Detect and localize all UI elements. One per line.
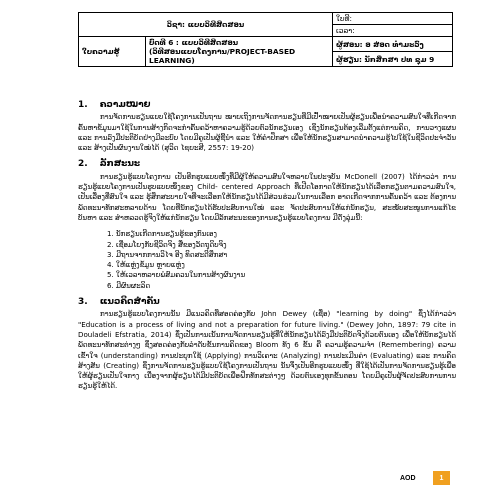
teacher-cell: ຜູ້ສອນ: ອ ສ່ອດ ທຳມະວົງ: [333, 37, 453, 52]
footer-label: AOD: [400, 475, 416, 482]
section-number: 2.: [78, 159, 88, 170]
list-item: 3. ມີຖານຈາກການວິໄຈ ອີງ ທິດສະດີສຶກສາ: [116, 250, 456, 260]
lesson-line-1: ບົດທີ 6 : ແບບວິທີສິດສອນ: [149, 38, 239, 47]
time-cell: ເວລາ:: [333, 25, 453, 37]
section-title: ແນວຄິດສຳຄັນ: [99, 297, 160, 308]
section-meaning: [78, 100, 456, 153]
topic-label: ໃບຄວາມຮູ້: [79, 37, 146, 67]
section-title: ລັກສະນະ: [99, 159, 141, 170]
section-number: 1.: [78, 100, 88, 110]
section-paragraph: ການຮຽນຮູ້ແບບໂຄງການ ເປັນອີກຮູບແບບໜຶ່ງທີ່ມີຜູ້ໃຫ້ຄວາມສົນໃຈຫລາຍໃນປະຈຸບັນ McDonell (2007) ໄດ້ກ່າວວ່າ ການຮຽນຮູ້ແບບໂຄງການເປັນຮູບແບບໜຶ່ງຂອງ Child- centered Approach ທີ່ເປີດໂອກາດໃຫ້ນັກຮຽນໄດ້ເລືອກຮຽນຕາມຄວາມສົນໃຈ, ເປັນເລື່ອງທີ່ສົນໃຈ ແລະ ຮູ້ສຶກສະບາຍໃຈທີ່ຈະເລືອກໃຫ້ນັກຮຽນໄດ້ມີສ່ວນຮ່ວມໃນການເລືອກ ອາດເກີດຈາກການຄົ້ນຄວ້າ ແລະ ຕ້ອງການພັດທະນາທັກສະຫລາຍດ້ານ ໂດຍທີ່ນັກຮຽນໄດ້ຮັບປະສົບການໃໝ່ ແລະ ຈັດປະສົບການໃຫ້ແກ່ນັກຮຽນ, ສະໜັບສະໜູນການແກ້ໄຂບັນຫາ ແລະ ສຳຫລວດຮູ້ຈິງໃຫ້ແກ່ນັກຮຽນ ໂດຍມີລັກສະນະຂອງການຮຽນຮູ້ແບບໂຄງການ ມີດັ່ງລຸ່ມນີ້:: [78, 171, 456, 222]
lesson-line-2: (ວິທີສອນແບບໂຄງການ/PROJECT-BASED LEARNING): [149, 47, 296, 65]
list-item: 6. ມີຜົນຜະລິດ: [116, 281, 456, 291]
lesson-header-table: [78, 12, 453, 67]
document-body: [78, 100, 456, 398]
list-item: 4. ໃຫ້ແຫຼ່ງຂໍ້ມູນ ຫຼາຍແຫຼ່ງ: [116, 260, 456, 270]
characteristics-list: [78, 229, 456, 291]
list-item: 5. ໃຫ້ເວລາຫລາຍພໍສົມຄວນໃນການສ້າງຜົນງານ: [116, 270, 456, 280]
section-characteristics: [78, 159, 456, 291]
sheet-number-cell: ໃບທີ:: [333, 13, 453, 25]
list-item: 1. ນັກຮຽນເກີດການຮຽນຮູ້ຂອງກົນເອງ: [116, 229, 456, 239]
section-key-concept: [78, 297, 456, 392]
section-number: 3.: [78, 297, 88, 308]
learner-cell: ຜູ້ຮຽນ: ນັກສຶກສາ ປທ ຊຸມ 9: [333, 52, 453, 67]
section-title: ຄວາມໝາຍ: [99, 100, 151, 110]
list-item: 2. ເຊື່ອມໂຍງກັບຊີວິດຈິງ ສື່ຂອງວັດຖຸດິບຈິງ: [116, 240, 456, 250]
section-paragraph: ການຮຽນຮູ້ແບບໂຄງການນັ້ນ ມີແນວຄິດທີ່ສອດຄ່ອງກັບ John Dewey (ເຊື່ອ) "learning by doing" ຊຶ່ງໄດ້ກ່າວວ່າ "Education is a process of living and not a preparation for future living." (Dewey John, 1897: 79 cite in Douladeli Efstratia, 2014) ຊຶ່ງເປັນການເນັ້ນການຈັດການຮຽນຮູ້ທີ່ໃຫ້ນັກຮຽນໄດ້ລົງມືປະຕິບັດຈິງດ້ວຍຕົນເອງ ເພື່ອໃຫ້ນັກຮຽນໄດ້ພັດທະນາທັກສະຕ່າງໆ ຊຶ່ງສອດຄ່ອງກັບລຳດັບຂັ້ນການຄິດຂອງ Bloom ທັງ 6 ຂັ້ນ ຄື ຄວາມຮູ້ຄວາມຈຳ (Remembering) ຄວາມເຂົ້າໃຈ (understanding) ການປະຍຸກໃຊ້ (Applying) ການວິເຄາະ (Analyzing) ການປະເມີນຄ່າ (Evaluating) ແລະ ການຄິດສ້າງສັນ (Creating) ຊຶ່ງການຈັດການຮຽນຮູ້ແບບໃຊ້ໂຄງການເປັນຖານ ນັ້ນຈຶ່ງເປັນອີກຮູບແບບໜຶ່ງ ທີ່ໃຊ້ໄດ້ເປັນການຈັດການຮຽນຮູ້ເພື່ອໃຫ້ຜູ້ຮຽນເປັນໃຈກາງ ເນື່ອງຈາກຜູ້ຮຽນໄດ້ມີປະຕິບັດເພື່ອຝຶກທັກສະຕ່າງໆ ດ້ວຍຕົນເອງທຸກຂັ້ນຕອນ ໂດຍມີຄູເປັນຜູ້ຈັດປະສົບການການຮຽນຮູ້ໃຫ້ໄດ້.: [78, 309, 456, 391]
section-paragraph: ການຈັດການຮຽນແບບໃຊ້ໂຄງການເປັນຖານ ໝາຍເຖິງການຈັດການຮຽນທີ່ມີເປົ້າໝາຍເປັນຜູ້ຮຽນເພື່ອນຳຄວາມສົນໃຈທີ່ເກີດຈາກຄົ້ນຫາຂໍ້ມູນມາໃຊ້ໃນການສ້າງກິດຈະກຳຄົ້ນຄວ້າຫາຄວາມຮູ້ດ້ວຍຕົວນັກຮຽນເອງ ເຊິ່ງນັກຮຽນຕ້ອງເລີ່ມຕັ້ງແຕ່ການຄິດ, ການວາງແຜນ ແລະ ການລົງມືປະຕິບັດຢ່າງມີລະບົບ ໂດຍມີຄູເປັນຜູ້ຊີ້ນຳ ແລະ ໃຫ້ຄຳປຶກສາ ເພື່ອໃຫ້ນັກຮຽນສາມາດນຳຄວາມຮູ້ໄປໃຊ້ໃນຊີວິດປະຈຳວັນ ແລະ ສ້າງເປັນຜົນງານໃໝ່ໄດ້ (ສຸວິດ ໄຊຍະສີ, 2557: 19-20): [78, 112, 456, 153]
page-number-badge: 1: [433, 471, 450, 485]
plan-title: ວິຊາ: ແບບວິທີສິດສອນ: [79, 13, 333, 37]
lesson-title: [146, 37, 333, 67]
